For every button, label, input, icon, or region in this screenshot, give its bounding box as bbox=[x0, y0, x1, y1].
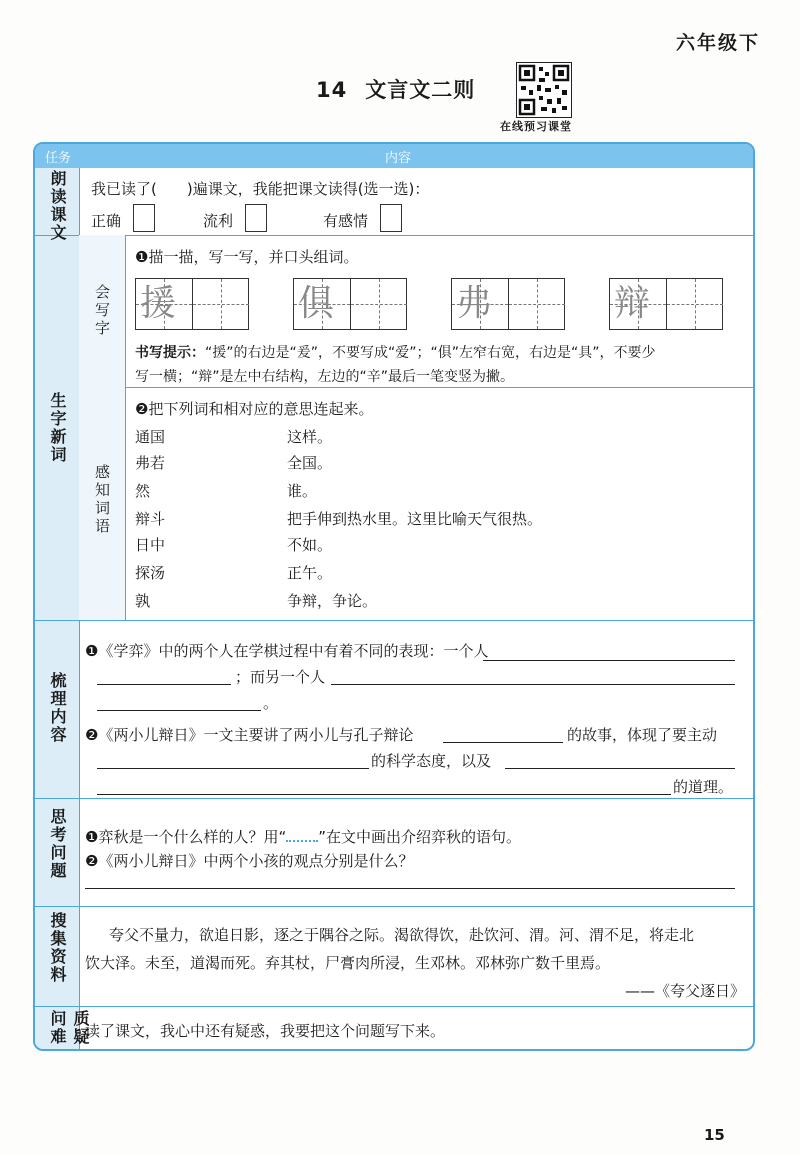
qr-code-icon[interactable] bbox=[516, 62, 572, 118]
sort-q1-text-b: ；而另一个人 bbox=[235, 668, 326, 686]
qr-label: 在线预习课堂 bbox=[500, 120, 572, 133]
lesson-title-text: 文言文二则 bbox=[365, 78, 476, 102]
collect-source: ——《夸父逐日》 bbox=[625, 982, 746, 1000]
row-divider bbox=[79, 387, 753, 388]
trace-char: 援 bbox=[140, 283, 177, 324]
meaning-item: 把手伸到热水里。这里比喻天气很热。 bbox=[287, 510, 543, 528]
collect-text-line2: 饮大泽。未至，道渴而死。弃其杖，尸膏肉所浸，生邓林。邓林弥广数千里焉。 bbox=[85, 954, 611, 972]
preview-task-table bbox=[33, 142, 755, 1051]
word-item: 通国 bbox=[135, 428, 166, 446]
sort-q1-text: ❶《学弈》中的两个人在学棋过程中有着不同的表现：一个人 bbox=[85, 642, 489, 660]
word-item: 孰 bbox=[135, 592, 151, 610]
answer-blank[interactable] bbox=[97, 684, 231, 685]
answer-blank[interactable] bbox=[443, 742, 563, 743]
word-item: 然 bbox=[135, 482, 151, 500]
sort-q1-text-c: 。 bbox=[263, 694, 279, 712]
sort-q2-text-b: 的故事，体现了要主动 bbox=[567, 726, 718, 744]
answer-blank[interactable] bbox=[483, 660, 735, 661]
write-chars-label: 会写字 bbox=[93, 284, 111, 338]
wavy-line-mark bbox=[286, 828, 318, 842]
lesson-number: 14 bbox=[316, 78, 348, 102]
page-number: 15 bbox=[704, 1126, 725, 1144]
row-divider bbox=[35, 1006, 753, 1007]
option-emotion-checkbox[interactable] bbox=[380, 204, 402, 232]
sort-q2-text: ❷《两小儿辩日》一文主要讲了两小儿与孔子辩论 bbox=[85, 726, 414, 744]
reading-prompt: 我已读了( )遍课文，我能把课文读得(选一选)： bbox=[91, 180, 430, 198]
trace-char: 弗 bbox=[456, 283, 493, 324]
col-task-header: 任务 bbox=[45, 151, 72, 166]
word-item: 探汤 bbox=[135, 564, 166, 582]
char-grid[interactable] bbox=[451, 278, 565, 330]
write-chars-prompt: ❶描一描，写一写，并口头组词。 bbox=[135, 248, 359, 266]
option-correct-checkbox[interactable] bbox=[133, 204, 155, 232]
perceive-words-label: 感知词语 bbox=[93, 464, 111, 536]
col-content-header: 内容 bbox=[385, 151, 412, 166]
ask-question-label: 质疑问难 bbox=[48, 1010, 90, 1046]
writing-hint-line1 bbox=[135, 342, 656, 362]
option-correct-label: 正确 bbox=[91, 212, 122, 230]
ask-question-prompt: 读了课文，我心中还有疑惑，我要把这个问题写下来。 bbox=[85, 1022, 446, 1040]
think-question-label: 思考问题 bbox=[48, 808, 67, 880]
writing-hint-text: “援”的右边是“爰”，不要写成“爱”；“俱”左窄右宽，右边是“具”，不要少 bbox=[205, 345, 656, 361]
answer-blank[interactable] bbox=[97, 710, 261, 711]
meaning-item: 谁。 bbox=[287, 482, 318, 500]
lesson-title bbox=[316, 74, 475, 104]
word-item: 日中 bbox=[135, 536, 166, 554]
grade-label: 六年级下 bbox=[675, 32, 760, 54]
meaning-item: 这样。 bbox=[287, 428, 333, 446]
meaning-item: 正午。 bbox=[287, 564, 333, 582]
row-divider bbox=[35, 235, 753, 236]
match-prompt: ❷把下列词和相对应的意思连起来。 bbox=[135, 400, 374, 418]
trace-char: 俱 bbox=[298, 283, 335, 324]
think-q1: ❶弈秋是一个什么样的人？用“ ”在文中画出介绍弈秋的语句。 bbox=[85, 828, 522, 846]
writing-hint-title: 书写提示： bbox=[135, 345, 205, 361]
meaning-item: 争辩，争论。 bbox=[287, 592, 378, 610]
think-q2: ❷《两小儿辩日》中两个小孩的观点分别是什么？ bbox=[85, 852, 414, 870]
collect-material-label: 搜集资料 bbox=[48, 912, 67, 984]
meaning-item: 全国。 bbox=[287, 454, 333, 472]
option-fluent-checkbox[interactable] bbox=[245, 204, 267, 232]
meaning-item: 不如。 bbox=[287, 536, 333, 554]
char-grid[interactable] bbox=[609, 278, 723, 330]
trace-char: 辩 bbox=[614, 283, 651, 324]
sort-q2-text-c: 的科学态度，以及 bbox=[371, 752, 492, 770]
row-divider bbox=[35, 798, 753, 799]
column-divider bbox=[125, 235, 126, 620]
answer-blank[interactable] bbox=[85, 888, 735, 889]
sort-content-label: 梳理内容 bbox=[48, 672, 67, 744]
option-fluent-label: 流利 bbox=[203, 212, 234, 230]
answer-blank[interactable] bbox=[505, 768, 735, 769]
writing-hint-line2: 写一横；“辩”是左中右结构，左边的“辛”最后一笔变竖为撇。 bbox=[135, 369, 515, 385]
word-item: 弗若 bbox=[135, 454, 166, 472]
answer-blank[interactable] bbox=[97, 768, 369, 769]
char-grid[interactable] bbox=[135, 278, 249, 330]
answer-blank[interactable] bbox=[331, 684, 735, 685]
reading-label: 朗读课文 bbox=[48, 170, 67, 242]
sort-q2-text-d: 的道理。 bbox=[673, 778, 734, 796]
option-emotion-label: 有感情 bbox=[323, 212, 369, 230]
answer-blank[interactable] bbox=[97, 794, 671, 795]
row-divider bbox=[35, 620, 753, 621]
word-item: 辩斗 bbox=[135, 510, 166, 528]
row-divider bbox=[35, 906, 753, 907]
collect-text-line1: 夸父不量力，欲追日影，逐之于隅谷之际。渴欲得饮，赴饮河、渭。河、渭不足，将走北 bbox=[109, 926, 695, 944]
char-grid[interactable] bbox=[293, 278, 407, 330]
newwords-label: 生字新词 bbox=[48, 392, 67, 464]
